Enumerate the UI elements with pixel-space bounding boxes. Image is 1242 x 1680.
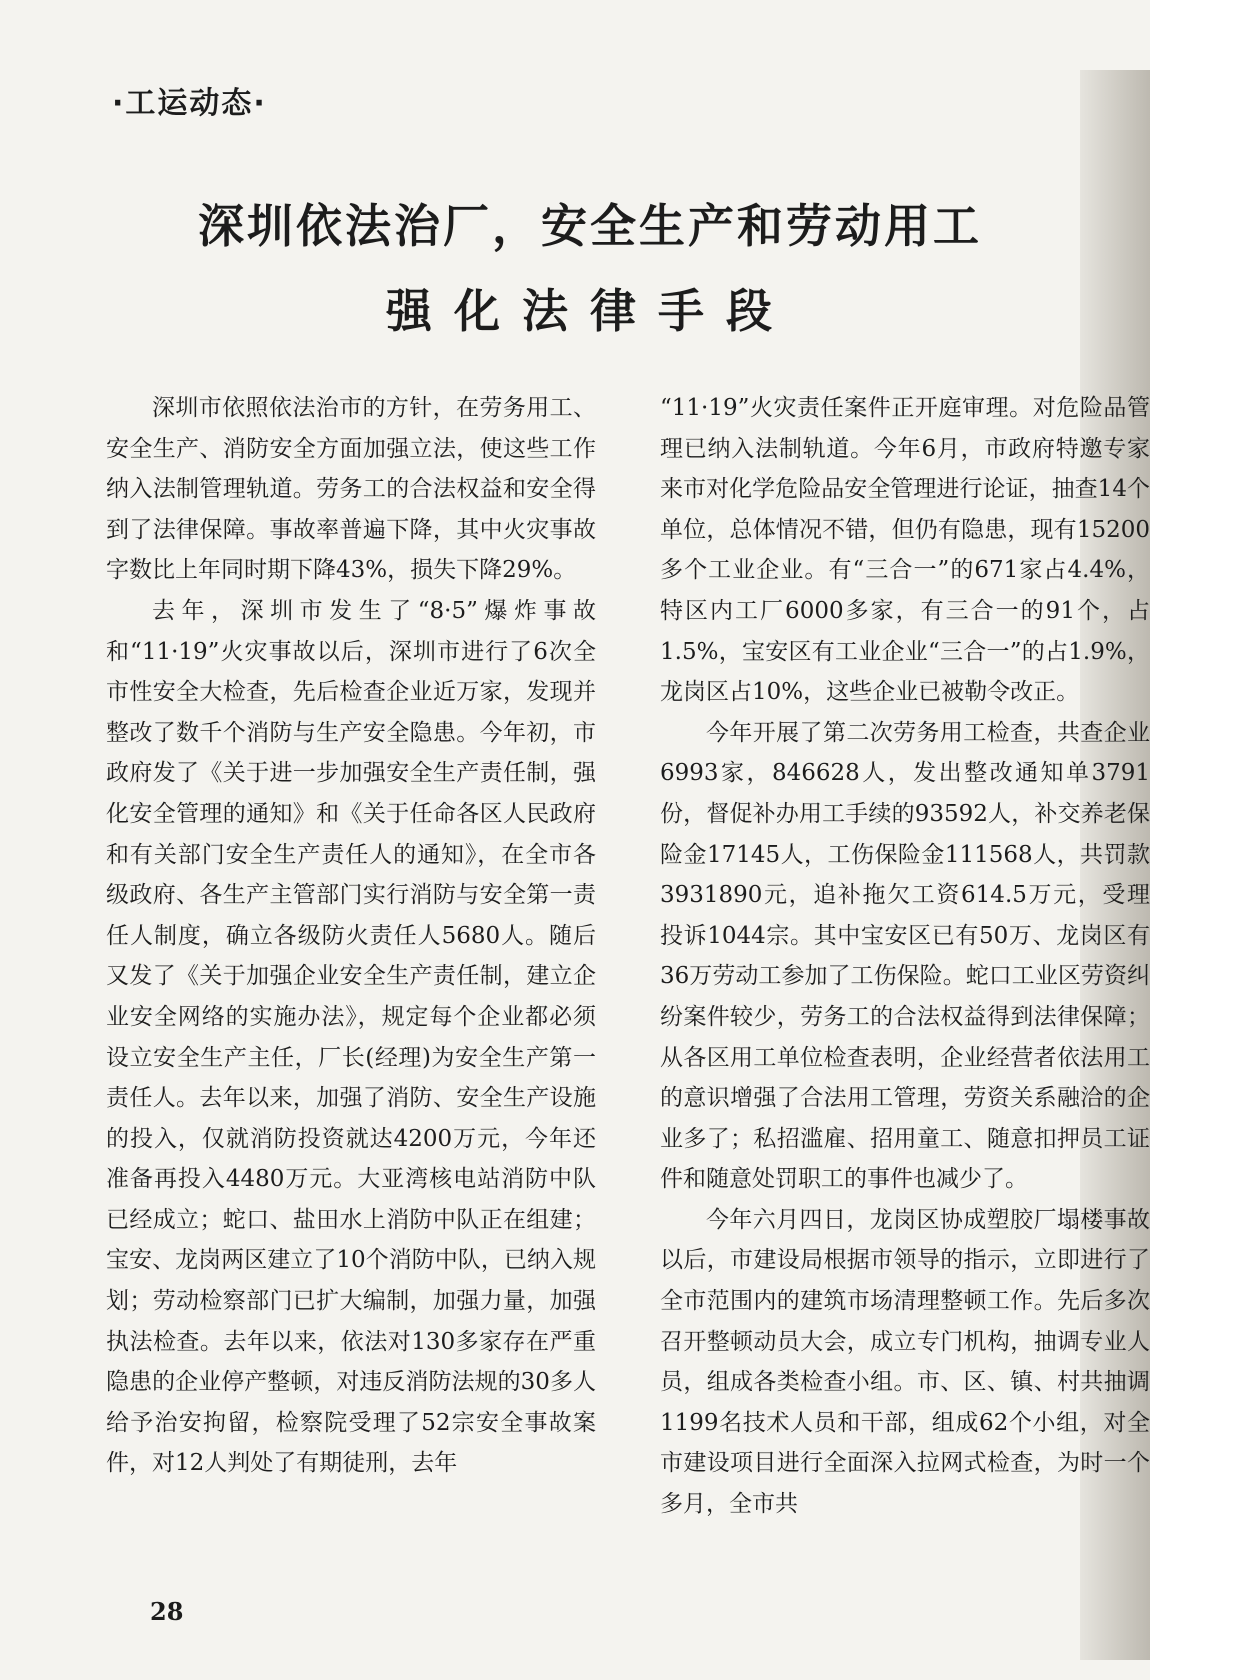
- right-column: [660, 388, 1150, 1525]
- paragraph: 今年六月四日，龙岗区协成塑胶厂塌楼事故以后，市建设局根据市领导的指示，立即进行了全市范围内的建筑市场清理整顿工作。先后多次召开整顿动员大会，成立专门机构，抽调专业人员，组成各类检查小组。市、区、镇、村共抽调1199名技术人员和干部，组成62个小组，对全市建设项目进行全面深入拉网式检查，为时一个多月，全市共: [660, 1206, 1150, 1518]
- left-column: [106, 388, 596, 1484]
- article-title-line1: 深圳依法治厂，安全生产和劳动用工: [198, 199, 982, 253]
- paragraph: 深圳市依照依法治市的方针，在劳务用工、安全生产、消防安全方面加强立法，使这些工作纳入法制管理轨道。劳务工的合法权益和安全得到了法律保障。事故率普遍下降，其中火灾事故字数比上年同时期下降43%，损失下降29%。: [106, 395, 596, 584]
- paragraph: “11·19”火灾责任案件正开庭审理。对危险品管理已纳入法制轨道。今年6月，市政府特邀专家来市对化学危险品安全管理进行论证，抽查14个单位，总体情况不错，但仍有隐患，现有15200多个工业企业。有“三合一”的671家占4.4%，特区内工厂6000多家，有三合一的91个，占1.5%，宝安区有工业企业“三合一”的占1.9%，龙岗区占10%，这些企业已被勒令改正。: [660, 395, 1150, 706]
- page-margin: [1150, 0, 1242, 1680]
- paragraph: 去年，深圳市发生了“8·5”爆炸事故和“11·19”火灾事故以后，深圳市进行了6次全市性安全大检查，先后检查企业近万家，发现并整改了数千个消防与生产安全隐患。今年初，市政府发了《关于进一步加强安全生产责任制，强化安全管理的通知》和《关于任命各区人民政府和有关部门安全生产责任人的通知》，在全市各级政府、各生产主管部门实行消防与安全第一责任人制度，确立各级防火责任人5680人。随后又发了《关于加强企业安全生产责任制，建立企业安全网络的实施办法》，规定每个企业都必须设立安全生产主任，厂长(经理)为安全生产第一责任人。去年以来，加强了消防、安全生产设施的投入，仅就消防投资就达4200万元，今年还准备再投入4480万元。大亚湾核电站消防中队已经成立；蛇口、盐田水上消防中队正在组建；宝安、龙岗两区建立了10个消防中队，已纳入规划；劳动检察部门已扩大编制，加强力量，加强执法检查。去年以来，依法对130多家存在严重隐患的企业停产整顿，对违反消防法规的30多人给予治安拘留，检察院受理了52宗安全事故案件，对12人判处了有期徒刑，去年: [106, 597, 596, 1477]
- paragraph: 今年开展了第二次劳务用工检查，共查企业6993家，846628人，发出整改通知单3791份，督促补办用工手续的93592人，补交养老保险金17145人，工伤保险金111568人，共罚款3931890元，追补拖欠工资614.5万元，受理投诉1044宗。其中宝安区已有50万、龙岗区有36万劳动工参加了工伤保险。蛇口工业区劳资纠纷案件较少，劳务工的合法权益得到法律保障；从各区用工单位检查表明，企业经营者依法用工的意识增强了合法用工管理，劳资关系融洽的企业多了；私招滥雇、招用童工、随意扣押员工证件和随意处罚职工的事件也减少了。: [660, 719, 1150, 1193]
- article-title-line2: 强化法律手段: [386, 284, 794, 338]
- page-number: 28: [150, 1597, 184, 1626]
- section-label: ·工运动态·: [112, 86, 267, 121]
